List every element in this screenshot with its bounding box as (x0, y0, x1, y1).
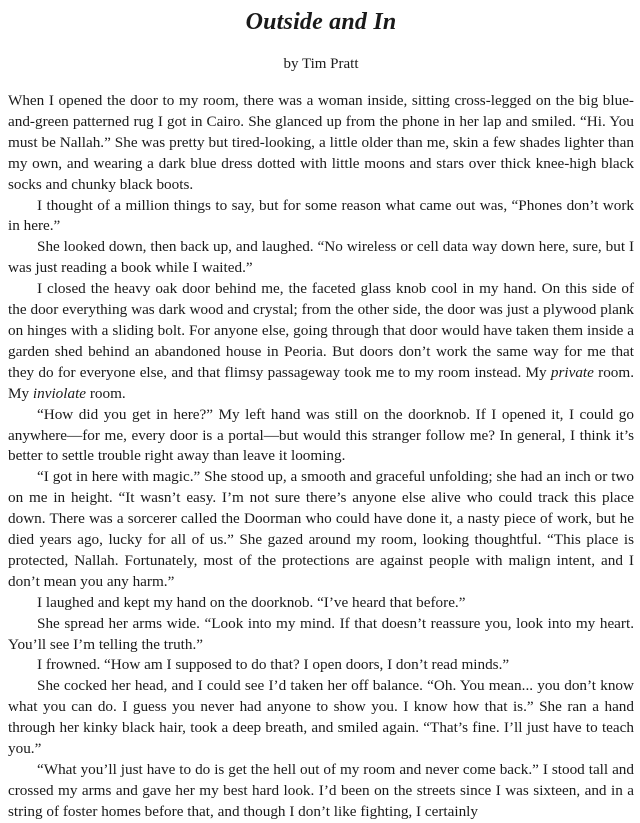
story-title: Outside and In (245, 9, 397, 35)
story-paragraph (8, 237, 634, 279)
story-paragraph (8, 760, 634, 823)
story-paragraph (8, 593, 634, 614)
paragraph-text: When I opened the door to my room, there was a woman inside, sitting cross-legged on the big blue-and-green patterned rug I got in Cairo. She glanced up from the phone in her lap and smiled. “Hi. You must be Nallah.” She was pretty but tired-looking, a little older than me, skin a few shades lighter than my own, and wearing a dark blue dress dotted with little moons and stars over thick knee-high black socks and chunky black boots. (8, 92, 634, 193)
story-byline: by Tim Pratt (283, 56, 359, 72)
paragraph-text: I closed the heavy oak door behind me, the faceted glass knob cool in my hand. On this side of the door everything was dark wood and crystal; from the other side, the door was just a plywood plank on hinges with a sliding bolt. For anyone else, going through that door would have taken them inside a garden shed behind an abandoned house in Peoria. But doors don’t work the same way for me that they do for everyone else, and that flimsy passageway took me to my room instead. My (8, 280, 634, 381)
paragraph-text: I thought of a million things to say, but for some reason what came out was, “Phones don’t work in here.” (8, 196, 634, 235)
story-paragraph (8, 676, 634, 760)
story-paragraph (8, 196, 634, 238)
story-paragraph (8, 279, 634, 404)
paragraph-text: “What you’ll just have to do is get the hell out of my room and never come back.” I stood tall and crossed my arms and gave her my best hard look. I’d been on the streets since I was sixteen, and in a string of foster homes before that, and though I don’t like fighting, I certainly (8, 761, 634, 820)
paragraph-text: room. My (8, 363, 635, 402)
story-paragraph (8, 655, 634, 676)
paragraph-text: She looked down, then back up, and laughed. “No wireless or cell data way down here, sure, but I was just reading a book while I waited.” (8, 238, 634, 277)
story-paragraph (8, 467, 634, 592)
paragraph-text: “I got in here with magic.” She stood up, a smooth and graceful unfolding; she had an inch or two on me in height. “It wasn’t easy. I’m not sure there’s anyone else alive who could track this place down. There was a sorcerer called the Doorman who could have done it, a nasty piece of work, but he died years ago, lucky for all of us.” She gazed around my room, looking thoughtful. “This place is protected, Nallah. Fortunately, most of the protections are against people with malign intent, and I don’t mean you any harm.” (8, 468, 634, 590)
paragraph-text: She cocked her head, and I could see I’d taken her off balance. “Oh. You mean... you don’t know what you can do. I guess you never had anyone to show you. I know how that is.” She ran a hand through her kinky black hair, took a deep breath, and smiled again. “That’s fine. I’ll just have to teach you.” (8, 677, 634, 758)
paragraph-text: “How did you get in here?” My left hand was still on the doorknob. If I opened it, I could go anywhere—for me, every door is a portal—but would this stranger follow me? In general, I think it’s better to settle trouble right away than leave it looming. (8, 405, 634, 465)
paragraph-text: I frowned. “How am I supposed to do that? I open doors, I don’t read minds.” (37, 656, 510, 674)
paragraph-text: room. (86, 384, 126, 402)
emphasized-text: inviolate (32, 384, 87, 402)
paragraph-text: She spread her arms wide. “Look into my mind. If that doesn’t reassure you, look into my heart. You’ll see I’m telling the truth.” (8, 614, 634, 653)
story-body (8, 91, 634, 823)
story-paragraph (8, 405, 634, 468)
paragraph-text: I laughed and kept my hand on the doorknob. “I’ve heard that before.” (37, 593, 466, 611)
story-paragraph (8, 614, 634, 656)
story-paragraph (8, 91, 634, 196)
emphasized-text: private (550, 363, 594, 381)
